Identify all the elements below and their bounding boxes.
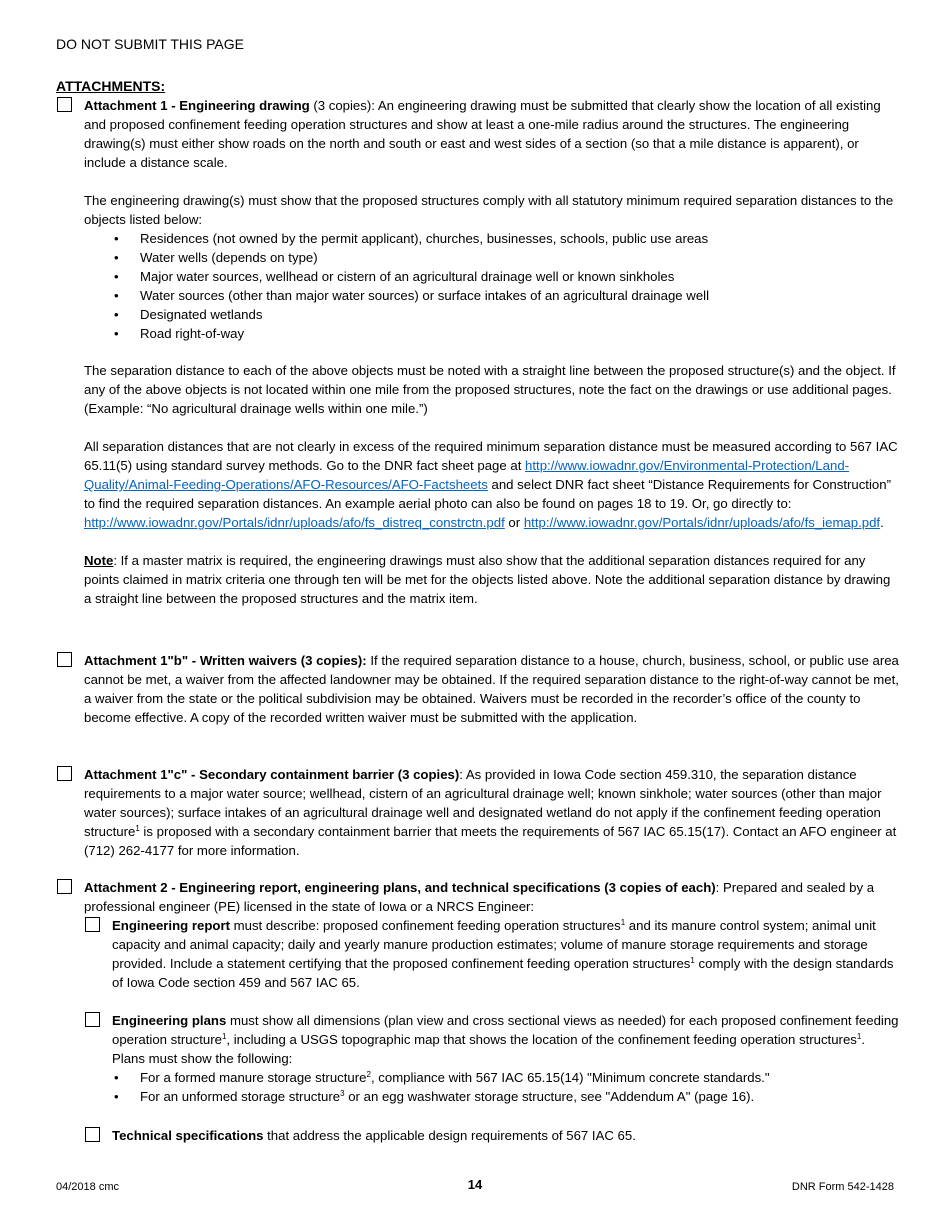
attachment-1c-checkbox[interactable] (57, 766, 72, 781)
engineering-report-section: Engineering report must describe: proposed confinement feeding operation structures$^1$ and its manure control system; animal unit capacity and animal capacity; daily and yearly manure production estimates; volume of manure storage requirements and storage provided. Include a statement certifying that the proposed confinement feeding operation structures$^1$ comply with the design standards of Iowa Code section 459 and 567 IAC 65. (112, 918, 894, 990)
attachment-1-title: Attachment 1 - Engineering drawing (84, 98, 310, 113)
plans-requirements-list (112, 1068, 899, 1106)
do-not-submit-notice: DO NOT SUBMIT THIS PAGE (56, 36, 244, 52)
list-item: • For a formed manure storage structure$^2$, compliance with 567 IAC 65.15(14) "Minimum concrete standards." (112, 1068, 899, 1087)
attachment-1c-section: Attachment 1"c" - Secondary containment barrier (3 copies): As provided in Iowa Code section 459.310, the separation distance requirements to a major water source; wellhead, cistern of an agricultural drainage well; known sinkhole; water sources (other than major water sources); surface intakes of an agricultural drainage well and designated wetland do not apply if the confinement feeding operation structure$^1$ is proposed with a secondary containment barrier that meets the requirements of 567 IAC 65.15(17). Contact an AFO engineer at (712) 262-4177 for more information. (84, 767, 897, 858)
engineering-plans-section: Engineering plans must show all dimensions (plan view and cross sectional views as needed) for each proposed confinement feeding operation structure$^1$, including a USGS topographic map that shows the location of the confinement feeding operation structures$^1$. Plans must show the following: • For a formed manure storage structure$^2$, compliance with 567 IAC 65.15(14) "Minimum concrete standards." • For an unformed storage structure$^3$ or an egg washwater storage structure, see "Addendum A" (page 16). (112, 1011, 899, 1106)
form-number: DNR Form 542-1428 (791, 1181, 894, 1193)
factsheets-link[interactable]: http://www.iowadnr.gov/Environmental-Protection/Land-Quality/Animal-Feeding-Operations/AFO-Resources/AFO-Factsheets (84, 458, 850, 492)
list-item: • Designated wetlands (84, 305, 899, 324)
list-item: • Water wells (depends on type) (84, 248, 899, 267)
attachment-1-note: Note: If a master matrix is required, the engineering drawings must also show that the additional separation distances required for any points claimed in matrix criteria one through ten will be met for the objects listed above. Note the additional separation distance by drawing a straight line between the proposed structures and the matrix item. (84, 553, 891, 606)
list-item: • Water sources (other than major water sources) or surface intakes of an agricultural drainage well (84, 286, 899, 305)
attachment-1-para3: The separation distance to each of the above objects must be noted with a straight line between the proposed structure(s) and the object. If any of the above objects is not located within one mile from the proposed structures, note the fact on the drawings or use additional pages. (Example: “No agricultural drainage wells within one mile.”) (84, 363, 896, 416)
attachment-1-section (84, 96, 899, 608)
attachments-heading: ATTACHMENTS: (56, 78, 166, 94)
list-item: • Major water sources, wellhead or cistern of an agricultural drainage well or known sinkholes (84, 267, 899, 286)
list-item: • For an unformed storage structure$^3$ or an egg washwater storage structure, see "Addendum A" (page 16). (112, 1087, 899, 1106)
attachment-2-section (84, 878, 899, 916)
attachment-1c-title: Attachment 1"c" - Secondary containment barrier (3 copies) (84, 767, 460, 782)
attachment-1b-text: If the required separation distance to a house, church, business, school, or public use area cannot be met, a waiver from the affected landowner may be obtained. If the required separation distance to the right-of-way cannot be met, a waiver from the state or the political subdivision may be obtained. Waivers must be recorded in the recorder’s office of the county to become effective. A copy of the recorded written waiver must be submitted with the application. (84, 653, 899, 725)
attachment-1b-checkbox[interactable] (57, 652, 72, 667)
engineering-report-checkbox[interactable] (85, 917, 100, 932)
technical-specifications-section: Technical specifications that address the applicable design requirements of 567 IAC 65. (112, 1128, 636, 1143)
iemap-link[interactable]: http://www.iowadnr.gov/Portals/idnr/uploads/afo/fs_iemap.pdf (523, 515, 881, 530)
technical-specifications-title: Technical specifications (112, 1128, 264, 1143)
attachment-1-para4: All separation distances that are not clearly in excess of the required minimum separation distance must be measured according to 567 IAC 65.11(5) using standard survey methods. Go to the DNR fact sheet page at http://www.iowadnr.gov/Environmental-Protection/Land-Quality/Animal-Feeding-Operations/AFO-Resources/AFO-Factsheets and select DNR fact sheet “Distance Requirements for Construction” to find the required separation distances. An example aerial photo can also be found on pages 18 to 19. Or, go directly to: http://www.iowadnr.gov/Portals/idnr/uploads/afo/fs_distreq_constrctn.pdf or http://www.iowadnr.gov/Portals/idnr/uploads/afo/fs_iemap.pdf. (84, 439, 898, 530)
attachment-1-text: (3 copies): An engineering drawing must be submitted that clearly show the location of all existing and proposed confinement feeding operation structures and show at least a one-mile radius around the structures. The engineering drawing(s) must either show roads on the north and south or east and west sides of a section (so that a mile distance is apparent), or include a distance scale. (84, 98, 881, 170)
note-label: Note (84, 553, 114, 568)
attachment-1b-section (84, 651, 899, 727)
attachment-2-text: : Prepared and sealed by a professional engineer (PE) licensed in the state of Iowa or a NRCS Engineer: (84, 880, 875, 914)
list-item: • Road right-of-way (84, 324, 899, 343)
list-item: • Residences (not owned by the permit applicant), churches, businesses, schools, public use areas (84, 229, 899, 248)
distance-factsheet-link[interactable]: http://www.iowadnr.gov/Portals/idnr/uploads/afo/fs_distreq_constrctn.pdf (84, 515, 505, 530)
attachment-2-title: Attachment 2 - Engineering report, engineering plans, and technical specifications (3 copies of each) (84, 880, 716, 895)
attachment-1b-title: Attachment 1"b" - Written waivers (3 copies): (84, 653, 367, 668)
separation-objects-list (84, 229, 899, 343)
attachment-2-checkbox[interactable] (57, 879, 72, 894)
footer-date: 04/2018 cmc (56, 1181, 119, 1193)
attachment-1-checkbox[interactable] (57, 97, 72, 112)
page-number: 14 (467, 1177, 483, 1192)
engineering-report-title: Engineering report (112, 918, 230, 933)
technical-specifications-checkbox[interactable] (85, 1127, 100, 1142)
attachment-1-para2: The engineering drawing(s) must show that the proposed structures comply with all statutory minimum required separation distances to the objects listed below: (84, 193, 894, 227)
engineering-plans-title: Engineering plans (112, 1013, 227, 1028)
engineering-plans-checkbox[interactable] (85, 1012, 100, 1027)
